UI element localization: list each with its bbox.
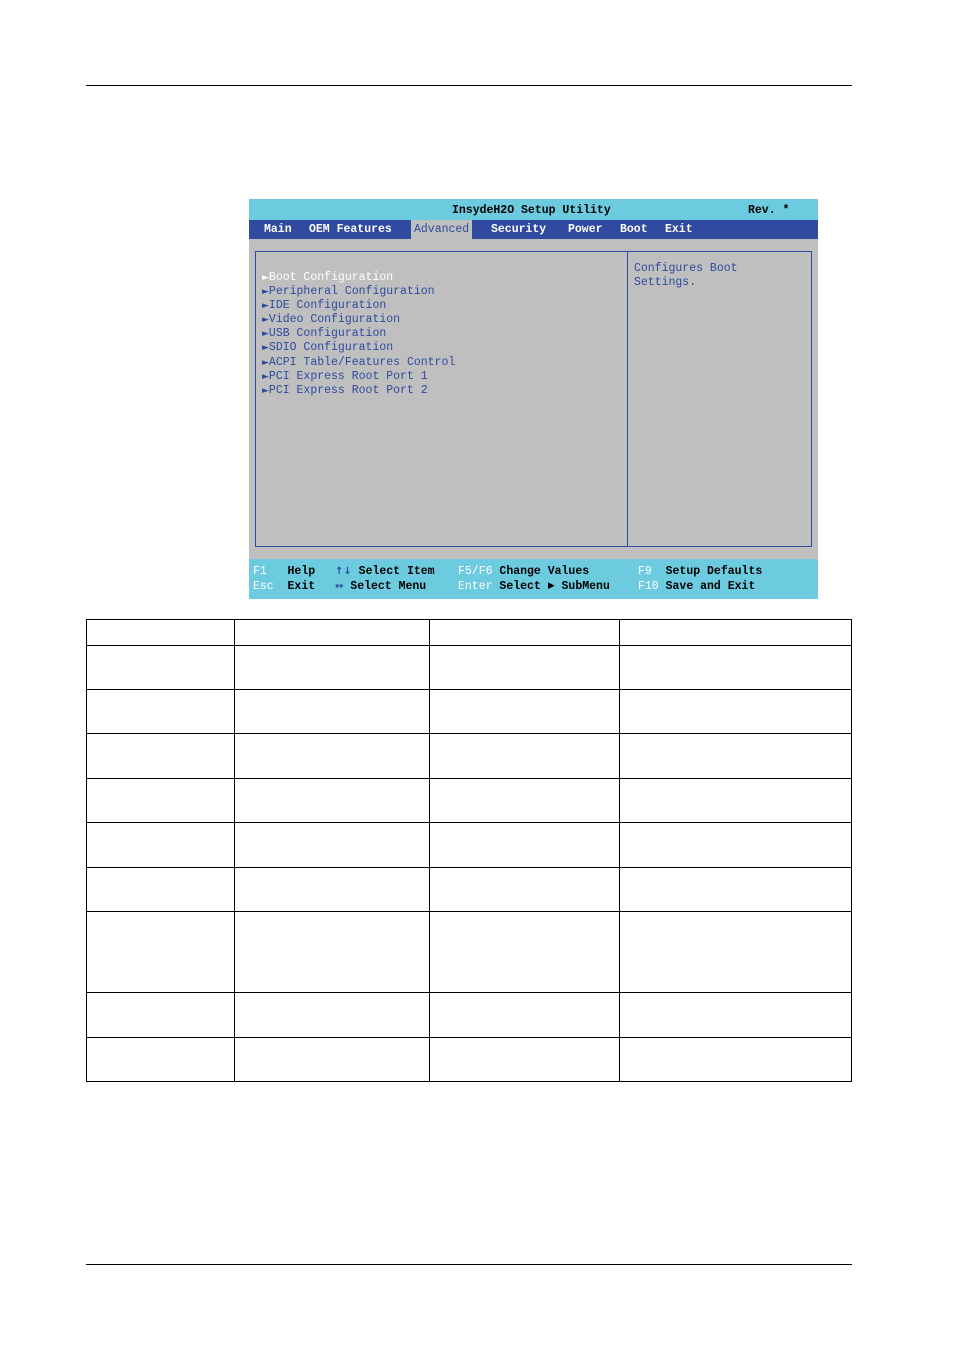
table-cell [429, 912, 620, 993]
menu-bar [249, 220, 818, 239]
key-f10: F10 [638, 580, 659, 593]
key-enter: Enter [458, 580, 493, 593]
table-cell [429, 646, 620, 690]
table-cell [234, 646, 429, 690]
submenu-arrow-icon: ► [262, 287, 269, 298]
table-cell [620, 912, 852, 993]
settings-table [86, 619, 852, 1082]
legend-f1-help: F1 Help [253, 565, 316, 578]
menu-item-video-configuration[interactable]: ►Video Configuration [262, 313, 401, 327]
table-cell [429, 779, 620, 823]
menu-item-usb-configuration[interactable]: ►USB Configuration [262, 327, 387, 341]
table-cell [87, 912, 235, 993]
menu-item-pci-express-root-port-2[interactable]: ►PCI Express Root Port 2 [262, 383, 428, 397]
table-cell [429, 823, 620, 868]
table-row [87, 868, 852, 912]
key-f5-f6: F5/F6 [458, 565, 493, 578]
table-cell [429, 868, 620, 912]
left-right-arrow-icon: ↔ [335, 581, 344, 592]
legend-select-item: ↑↓ Select Item [335, 565, 435, 578]
tab-advanced[interactable]: Advanced [411, 220, 472, 239]
tab-security[interactable]: Security [491, 223, 547, 236]
legend-esc-exit: Esc Exit [253, 580, 316, 593]
table-cell [234, 620, 429, 646]
submenu-arrow-icon: ► [262, 371, 269, 382]
table-cell [620, 779, 852, 823]
table-cell [87, 690, 235, 734]
table-cell [620, 690, 852, 734]
table-cell [620, 734, 852, 779]
table-cell [234, 912, 429, 993]
table-cell [620, 868, 852, 912]
tab-exit[interactable]: Exit [665, 223, 693, 236]
bios-setup-screen [249, 199, 818, 599]
table-cell [620, 620, 852, 646]
submenu-arrow-icon: ► [262, 385, 269, 396]
menu-item-boot-configuration[interactable]: ►Boot Configuration [262, 271, 394, 284]
table-cell [234, 823, 429, 868]
table-cell [87, 734, 235, 779]
table-cell [87, 779, 235, 823]
menu-item-pci-express-root-port-1[interactable]: ►PCI Express Root Port 1 [262, 369, 428, 383]
tab-oem-features[interactable]: OEM Features [309, 223, 392, 236]
legend-save-and-exit: F10 Save and Exit [638, 580, 756, 593]
table-row [87, 779, 852, 823]
setup-title: InsydeH2O Setup Utility [452, 204, 611, 217]
table-cell [429, 690, 620, 734]
header-rule [86, 85, 852, 86]
table-cell [620, 993, 852, 1038]
submenu-arrow-icon: ► [262, 301, 269, 312]
key-legend [249, 559, 818, 599]
submenu-list [262, 271, 455, 398]
table-cell [429, 620, 620, 646]
table-row [87, 823, 852, 868]
menu-item-ide-configuration[interactable]: ►IDE Configuration [262, 299, 387, 313]
menu-item-peripheral-configuration[interactable]: ►Peripheral Configuration [262, 285, 435, 299]
table-cell [429, 1038, 620, 1082]
submenu-arrow-icon: ► [262, 329, 269, 340]
help-divider [627, 251, 628, 547]
legend-select-menu: ↔ Select Menu [335, 580, 427, 593]
table-row [87, 690, 852, 734]
table-row [87, 734, 852, 779]
revision-label: Rev. * [748, 204, 790, 217]
table-row [87, 993, 852, 1038]
key-esc: Esc [253, 580, 274, 593]
up-down-arrows-icon: ↑↓ [335, 566, 352, 577]
footer-rule [86, 1264, 852, 1265]
table-row [87, 912, 852, 993]
table-cell [234, 868, 429, 912]
submenu-arrow-icon: ► [262, 343, 269, 354]
table-cell [429, 993, 620, 1038]
title-bar [249, 199, 818, 220]
table-cell [87, 993, 235, 1038]
table-cell [620, 646, 852, 690]
table-cell [87, 620, 235, 646]
table-cell [234, 993, 429, 1038]
menu-item-sdio-configuration[interactable]: ►SDIO Configuration [262, 341, 394, 355]
key-f1: F1 [253, 565, 267, 578]
legend-change-values: F5/F6 Change Values [458, 565, 590, 578]
table-cell [620, 1038, 852, 1082]
legend-select-submenu: Enter Select ► SubMenu [458, 580, 610, 593]
table-cell [234, 690, 429, 734]
table-cell [87, 646, 235, 690]
submenu-arrow-icon: ► [262, 315, 269, 326]
table-cell [87, 868, 235, 912]
table-cell [429, 734, 620, 779]
tab-main[interactable]: Main [264, 223, 292, 236]
help-text: Configures Boot Settings. [634, 262, 738, 289]
table-cell [87, 823, 235, 868]
tab-power[interactable]: Power [568, 223, 603, 236]
submenu-arrow-icon: ► [262, 273, 269, 283]
table-cell [620, 823, 852, 868]
table-header-row [87, 620, 852, 646]
submenu-arrow-icon: ► [262, 357, 269, 368]
tab-boot[interactable]: Boot [620, 223, 648, 236]
table-cell [234, 779, 429, 823]
table-cell [87, 1038, 235, 1082]
menu-item-acpi-table-features-control[interactable]: ►ACPI Table/Features Control [262, 355, 456, 369]
key-f9: F9 [638, 565, 652, 578]
table-cell [234, 1038, 429, 1082]
table-row [87, 1038, 852, 1082]
table-row [87, 646, 852, 690]
legend-setup-defaults: F9 Setup Defaults [638, 565, 763, 578]
table-cell [234, 734, 429, 779]
